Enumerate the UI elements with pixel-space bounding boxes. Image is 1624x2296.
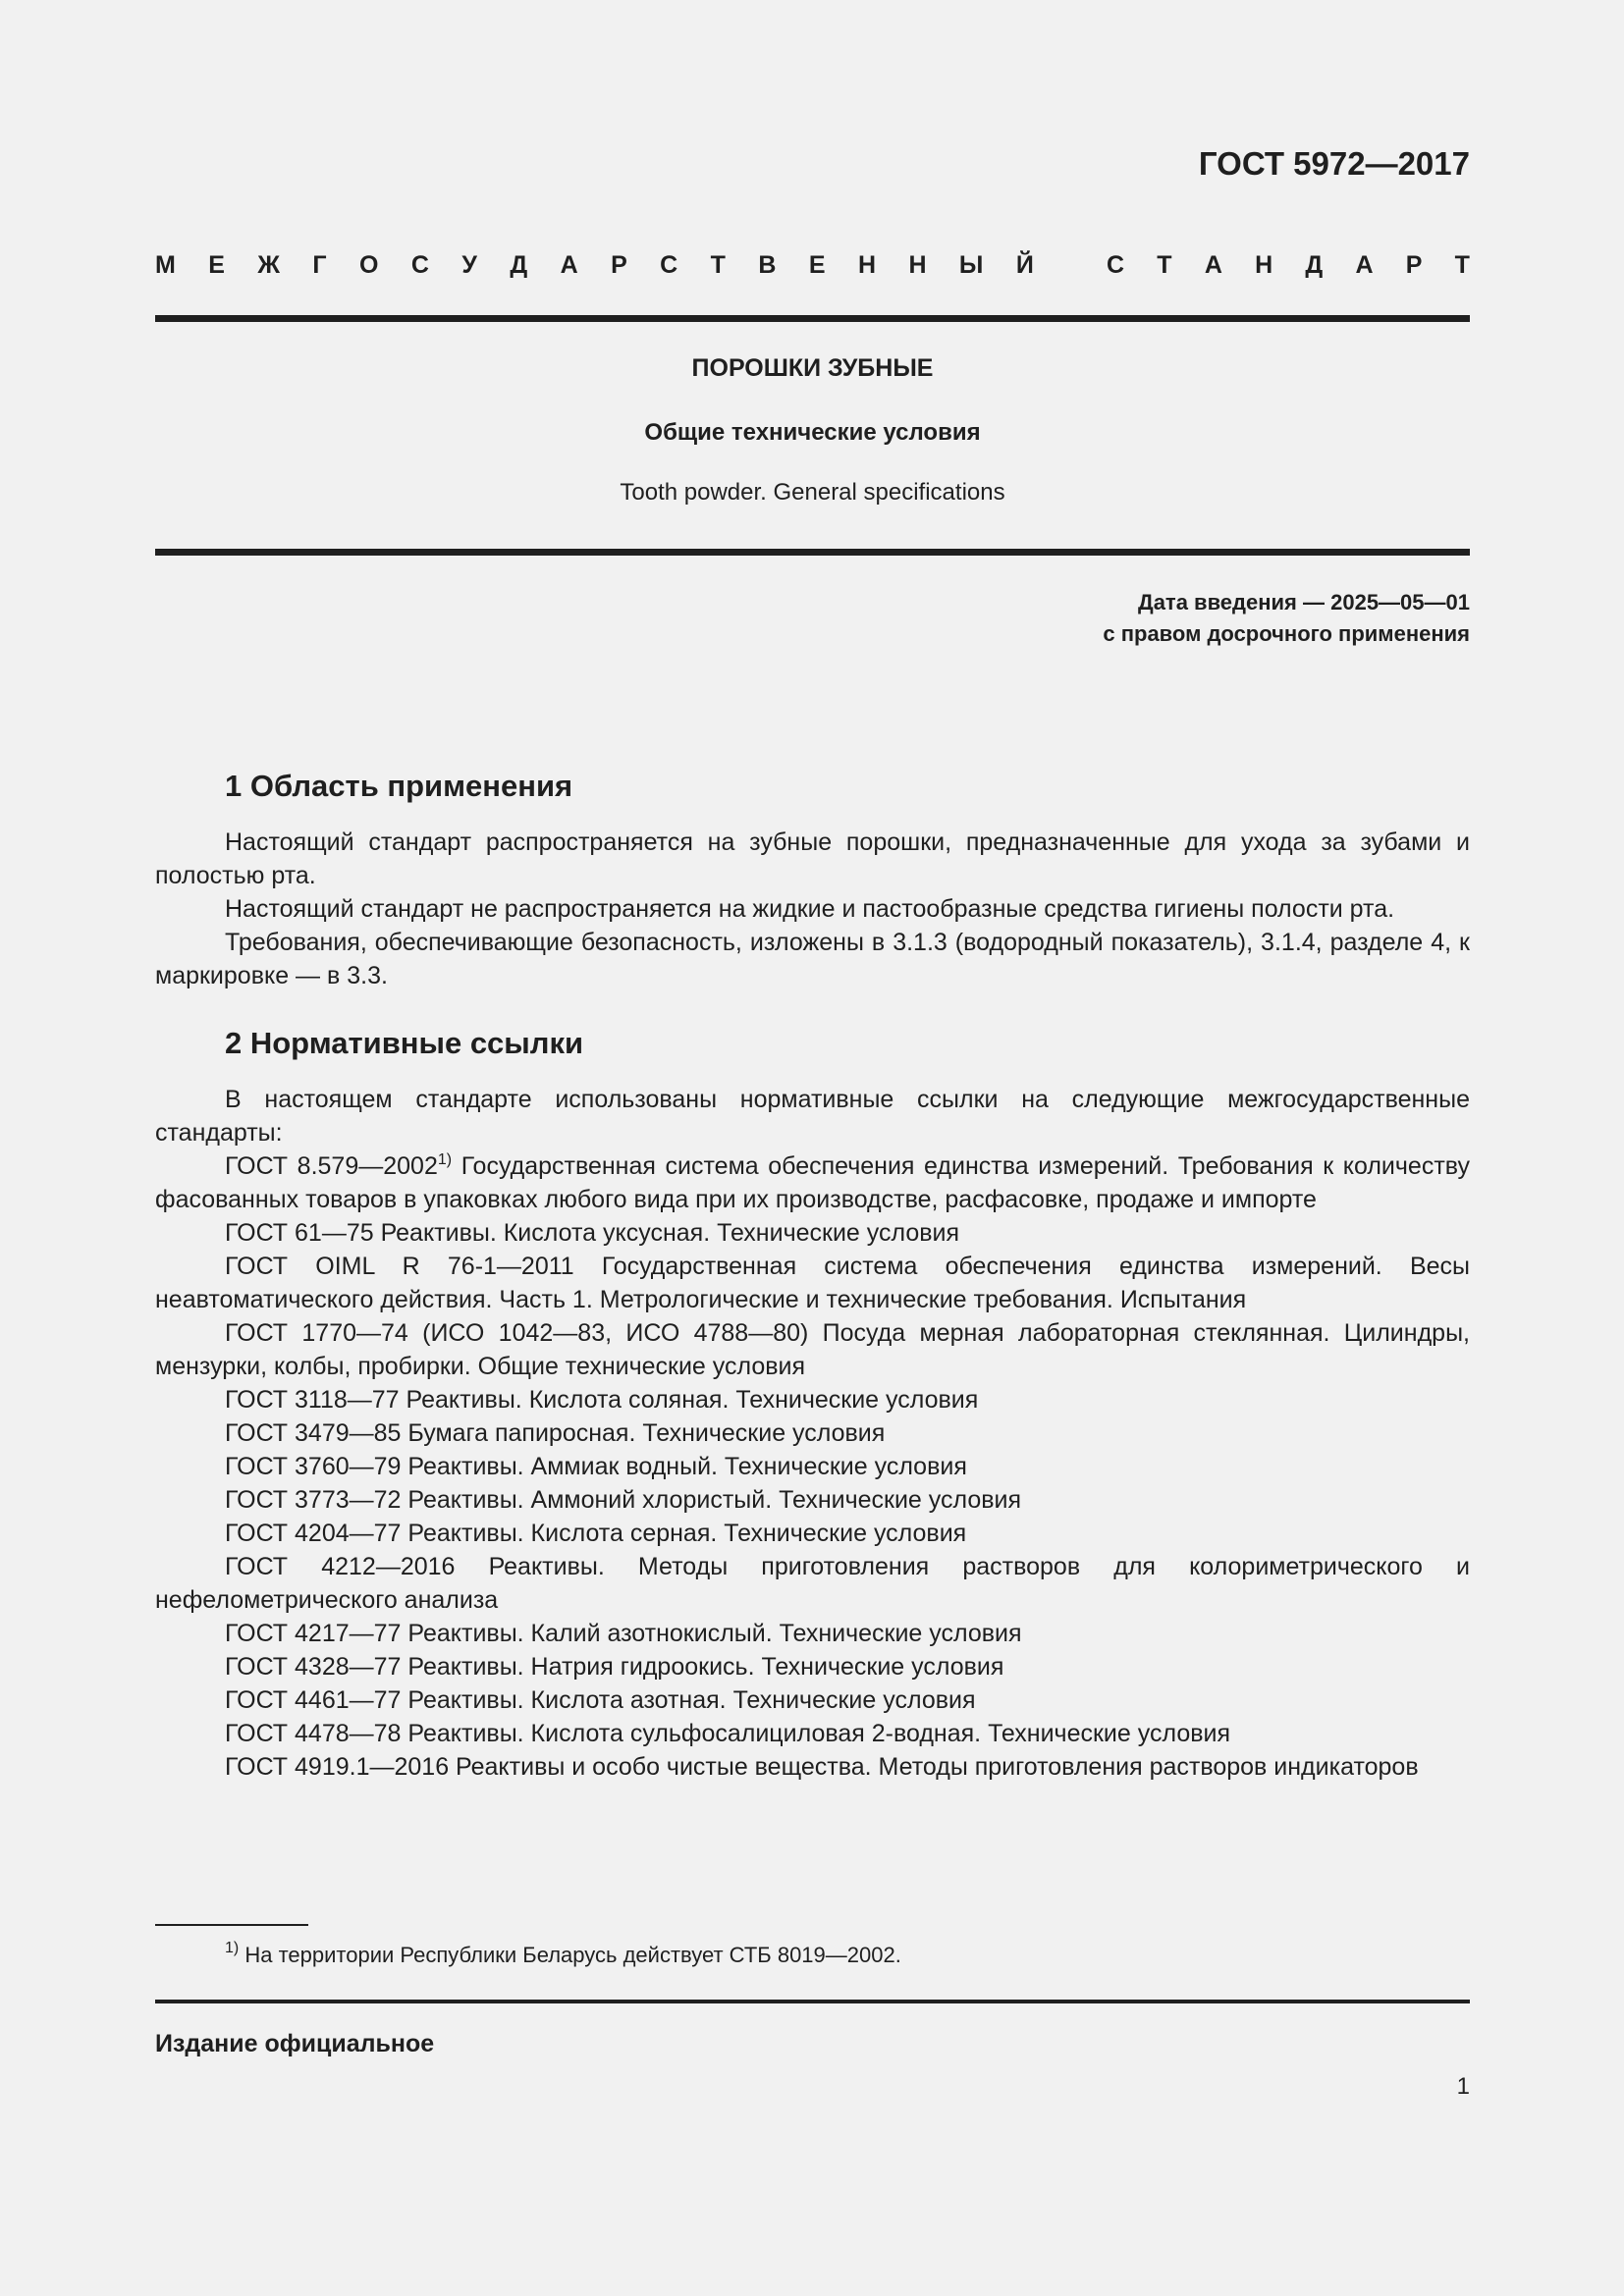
reference-code: ГОСТ 8.579—2002 — [225, 1152, 438, 1180]
paragraph: Настоящий стандарт распространяется на зубные порошки, предназначенные для ухода за зубами и полостью рта. — [155, 828, 1470, 889]
section-2-body — [155, 1083, 1470, 1784]
reference-item: ГОСТ 4204—77 Реактивы. Кислота серная. Технические условия — [225, 1520, 967, 1547]
document-title-english: Tooth powder. General specifications — [620, 479, 1005, 506]
footnote-separator — [155, 1924, 308, 1926]
footnote — [155, 1940, 1470, 1968]
standard-banner — [155, 251, 1470, 280]
footnote-marker: 1) — [437, 1151, 453, 1168]
reference-item: ГОСТ 4212—2016 Реактивы. Методы приготовления растворов для колориметрического и нефелометрического анализа — [155, 1553, 1470, 1614]
reference-item: ГОСТ OIML R 76-1—2011 Государственная система обеспечения единства измерений. Весы неавтоматического действия. Часть 1. Метрологические и технические требования. Испытания — [155, 1253, 1470, 1313]
reference-item: ГОСТ 4478—78 Реактивы. Кислота сульфосалициловая 2-водная. Технические условия — [225, 1720, 1231, 1747]
document-page — [155, 0, 1470, 2296]
reference-item: ГОСТ 1770—74 (ИСО 1042—83, ИСО 4788—80) Посуда мерная лабораторная стеклянная. Цилиндры, мензурки, колбы, пробирки. Общие технические условия — [155, 1319, 1470, 1380]
reference-item: ГОСТ 3773—72 Реактивы. Аммоний хлористый. Технические условия — [225, 1486, 1022, 1514]
section-2-heading: 2 Нормативные ссылки — [225, 1026, 584, 1060]
reference-item: ГОСТ 4919.1—2016 Реактивы и особо чистые вещества. Методы приготовления растворов индикаторов — [225, 1753, 1419, 1781]
footnote-text: На территории Республики Беларусь действует СТБ 8019—2002. — [239, 1943, 901, 1967]
reference-text: Государственная система обеспечения единства измерений. Требования к количеству фасованных товаров в упаковках любого вида при их производстве, расфасовке, продаже и импорте — [155, 1152, 1470, 1213]
reference-item: ГОСТ 3760—79 Реактивы. Аммиак водный. Технические условия — [225, 1453, 967, 1480]
title-divider — [155, 549, 1470, 556]
document-subtitle: Общие технические условия — [644, 419, 981, 446]
section-1-body — [155, 826, 1470, 992]
document-number: ГОСТ 5972—2017 — [1198, 145, 1470, 182]
reference-item: ГОСТ 4328—77 Реактивы. Натрия гидроокись. Технические условия — [225, 1653, 1004, 1681]
paragraph: В настоящем стандарте использованы нормативные ссылки на следующие межгосударственные стандарты: — [155, 1086, 1470, 1147]
banner-word-standard: С Т А Н Д А Р Т — [1107, 251, 1470, 279]
banner-word-interstate: М Е Ж Г О С У Д А Р С Т В Е Н Н Ы Й — [155, 251, 1034, 279]
reference-item: ГОСТ 3118—77 Реактивы. Кислота соляная. Технические условия — [225, 1386, 979, 1414]
reference-item: ГОСТ 61—75 Реактивы. Кислота уксусная. Технические условия — [225, 1219, 960, 1247]
footnote-marker: 1) — [225, 1940, 240, 1956]
document-body — [155, 763, 1470, 1784]
reference-item: ГОСТ 4217—77 Реактивы. Калий азотнокислый. Технические условия — [225, 1620, 1022, 1647]
paragraph: Настоящий стандарт не распространяется на жидкие и пастообразные средства гигиены полости рта. — [225, 895, 1395, 923]
page-number: 1 — [1456, 2073, 1470, 2100]
bottom-divider — [155, 2000, 1470, 2003]
introduction-date-block — [155, 587, 1470, 650]
reference-item — [155, 1149, 1470, 1216]
reference-item: ГОСТ 4461—77 Реактивы. Кислота азотная. Технические условия — [225, 1686, 976, 1714]
official-edition-label: Издание официальное — [155, 2030, 435, 2057]
reference-item: ГОСТ 3479—85 Бумага папиросная. Технические условия — [225, 1419, 886, 1447]
section-1-heading: 1 Область применения — [225, 769, 573, 803]
document-title: ПОРОШКИ ЗУБНЫЕ — [691, 354, 934, 382]
early-application-note: с правом досрочного применения — [1103, 621, 1470, 646]
top-divider — [155, 315, 1470, 322]
introduction-date: Дата введения — 2025—05—01 — [1138, 590, 1470, 614]
paragraph: Требования, обеспечивающие безопасность, изложены в 3.1.3 (водородный показатель), 3.1.4, разделе 4, к маркировке — в 3.3. — [155, 929, 1470, 989]
